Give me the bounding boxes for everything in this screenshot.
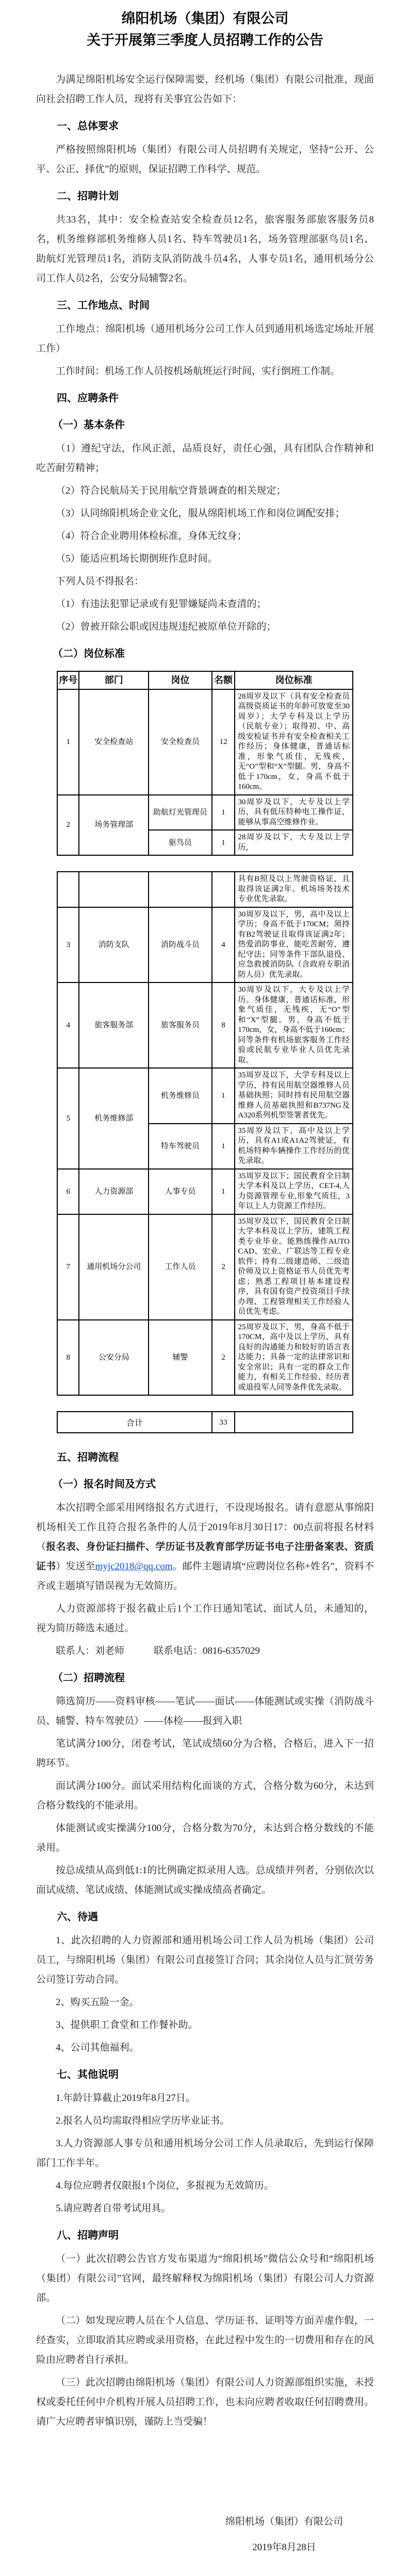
cell-standard: 30周岁及以下，男，高中及以上学历；身高不低于170CM；须持有B2驾驶证且取得该证满2年；热爱消防事业，能吃苦耐劳，遵纪守法；同等条件下部队退役、应急救援消防队（含政府专职消防人员）优先录取。 [235,907,353,983]
statement-item: （二）如发现应聘人员在个人信息、学历证书、证明等方面弄虚作假，一经查实，立即取消其应聘或录用资格，在此过程中发生的一切费用和存在的风险由应聘者自行承担。 [36,2315,374,2366]
cell-dept: 旅客服务部 [79,982,149,1068]
cell-standard: 30周岁及以下，大专及以上学历。身体健康，普通话标准，形象气质佳，无残疾，无“O”型和“X”型腿。男，身高不低于170cm，女，身高不低于160cm；同等条件有机场旅客服务工作经验或民航专业毕业人员优先录取。 [235,982,353,1068]
cell-post: 特车驾驶员 [149,1124,212,1169]
heading-section-4: 四、应聘条件 [57,392,119,404]
paragraph-work-time: 工作时间：机场工作人员按机场航班运行时间，实行倒班工作制。 [56,365,340,377]
cell-count: 1 [212,1068,235,1124]
signature-block [36,2509,343,2560]
cell-post-empty [149,872,212,907]
not-eligible-note: 下列人员不得报名： [56,575,144,587]
cell-no: 4 [57,982,79,1068]
table-total-row [57,1412,353,1433]
cell-standard: 25周岁及以下，男，身高不低于170CM，高中及以上学历，具有良好的沟通能力和较好的语言表达能力；具备一定的法律常识和安全常识；具有一定的群众工作能力，有相关工作经验、经历者或退役军人同等条件优先录取。 [235,1320,353,1396]
signature-company: 绵阳机场（集团）有限公司 [225,2516,343,2528]
cell-standard: 具有B照及以上驾驶资格证，且取得该证满2年。机场场务技术专业优先录取。 [235,872,353,907]
heading-section-1: 一、总体要求 [57,120,119,132]
cell-standard: 35周岁及以下，国民教育全日制大学本科及以上学历，建筑工程类专业毕业。能熟练操作AUTO CAD、宏业、广联达等工程专业软件；持有二级建造师、二级造价师及以上资格证书人员优先考虑；熟悉工程项目基本建设程序，具有国有资产投资项目手续办理、工程管理相关工作经验人员优先考虑。 [235,1214,353,1320]
cell-count: 4 [212,907,235,983]
cell-standard: 28周岁及以下，大专及以上学历， [235,830,353,855]
cell-post: 消防战斗员 [149,907,212,983]
paragraph-work-location: 工作地点：绵阳机场（通用机场分公司工作人员到通用机场选定场址开展工作） [36,323,374,354]
table-row [57,1068,353,1124]
other-note-item: 5.请应聘者自带考试用具。 [56,2203,171,2214]
doc-title [36,8,374,52]
cell-post: 工作人员 [149,1214,212,1320]
cell-no: 7 [57,1214,79,1320]
cell-total-standard-empty [235,1412,353,1433]
cell-no: 3 [57,907,79,983]
table-row [57,982,353,1068]
heading-apply-time-method: （一）报名时间及方式 [53,1479,156,1490]
intro-paragraph: 为满足绵阳机场安全运行保障需要，经机场（集团）有限公司批准，现面向社会招聘工作人员，现将有关事宜公告如下： [36,74,374,105]
cell-no: 1 [57,689,79,795]
benefit-item: 4、公司其他福利。 [56,2042,139,2054]
cell-no-empty [57,872,79,907]
signature-date: 2019年8月28日 [252,2541,316,2553]
cell-count: 1 [212,795,235,831]
cell-dept-empty [79,872,149,907]
cell-no: 2 [57,795,79,856]
post-standards-table-segment-1 [57,671,353,856]
heading-basic-conditions: （一）基本条件 [53,419,125,431]
apply-materials-bold: 报名表、身份证扫描件、学历证书及教育部学历证书电子注册备案表、资质证书 [36,1541,374,1572]
table-row [57,1214,353,1320]
col-header-no: 序号 [57,671,79,689]
cell-count: 2 [212,1320,235,1396]
col-header-post: 岗位 [149,671,212,689]
table-row [57,689,353,795]
cell-post: 机务维修员 [149,1068,212,1124]
cell-post: 人事专员 [149,1169,212,1214]
paragraph-interview: 面试满分100分。面试采用结构化面谈的方式，合格分数为60分，未达到合格分数线的不能录用。 [36,1781,374,1811]
table-row [57,795,353,831]
basic-condition-item: （1）遵纪守法，作风正派，品质良好，责任心强，具有团队合作精神和吃苦耐劳精神； [36,443,374,473]
paragraph-written-test: 笔试满分100分，闭卷考试，笔试成绩60分为合格，合格后，进入下一招聘环节。 [36,1738,374,1769]
cell-count: 2 [212,1214,235,1320]
statement-item: （三）此次招聘由绵阳机场（集团）有限公司人力资源部组织实施，未授权或委托任何中介机构开展人员招聘工作，也未向应聘者收取任何招聘费用。请广大应聘者审慎识别，谨防上当受骗！ [36,2377,374,2428]
table-row [57,907,353,983]
cell-post: 辅警 [149,1320,212,1396]
paragraph-process-flow: 筛选简历——资料审核——笔试——面试——体能测试或实操（消防战斗员、辅警、特车驾驶员）——体检——报到入职 [36,1696,374,1727]
cell-post: 旅客服务员 [149,982,212,1068]
cell-standard: 30周岁及以下，大专及以上学历，具有低压特种电工操作证，能够从事高空维修作业。 [235,795,353,831]
heading-section-5: 五、招聘流程 [57,1452,119,1464]
cell-post: 驱鸟员 [149,830,212,855]
benefit-item: 2、购买五险一金。 [56,1997,139,2008]
benefit-item: 3、提供职工食堂和工作餐补助。 [56,2020,198,2031]
cell-standard: 28周岁及以下（具有安全检查员高级资质证书的年龄可放宽至30周岁）；大学专科及以上学历（民航专业）；取得初、中、高级安检证书并有安全检查相关工作经历；身体健康，普通话标准，形象气质佳，无残疾，无“O”型和“X”型腿。男，身高不低于170cm，女，身高不低于160cm。 [235,689,353,795]
heading-section-3: 三、工作地点、时间 [57,299,150,311]
cell-post: 安全检查员 [149,689,212,795]
application-email-link[interactable]: myjc2018@qq.com [95,1561,173,1572]
not-eligible-item: （1）有违法犯罪记录或有犯罪嫌疑尚未查清的； [56,598,267,609]
basic-condition-item: （5）能适应机场长期倒班作息时间。 [56,553,218,564]
cell-count: 12 [212,689,235,795]
paragraph-physical-test: 体能测试或实操满分100分，合格分数为70分，未达到合格分数线的不能录用。 [36,1823,374,1854]
cell-total-count: 33 [212,1412,235,1433]
table-row-continuation [57,872,353,907]
cell-count: 1 [212,1124,235,1169]
col-header-standard: 岗位标准 [235,671,353,689]
cell-count: 1 [212,1169,235,1214]
cell-standard: 35周岁及以下，高中及以上学历，具有A1或A1A2驾驶证，有机场特种车辆操作工作经历的优先录取。 [235,1124,353,1169]
not-eligible-item: （2）曾被开除公职或因违规违纪被原单位开除的； [56,621,276,632]
cell-dept: 安全检查站 [79,689,149,795]
cell-post: 助航灯光管理员 [149,795,212,831]
apply-text-post: 。邮件主题请填“应聘岗位名称+姓名”，资料不齐或主题填写错误视为无效简历。 [36,1561,374,1592]
cell-standard: 35周岁及以下，大学专科及以上学历，持有民用航空器维修人员基础执照；同时持有民用航空器维修人员基础执照和B737NG及A320系列机型签署者优先。 [235,1068,353,1124]
cell-dept: 机务维修部 [79,1068,149,1169]
cell-dept: 人力资源部 [79,1169,149,1214]
basic-condition-item: （3）认同绵阳机场企业文化，服从绵阳机场工作和岗位调配安排； [56,507,345,519]
table-row [57,1169,353,1214]
cell-dept: 公安分局 [79,1320,149,1396]
paragraph-overall-requirement: 严格按照绵阳机场（集团）有限公司人员招聘有关规定，坚持“公开、公平、公正、择优”的原则，保证招聘工作科学、规范。 [36,144,374,175]
benefit-item: 1、此次招聘的人力资源部和通用机场公司工作人员为机场（集团）公司员工，与绵阳机场（集团）有限公司直接签订合同；其余岗位人员与汇贤劳务公司签订劳动合同。 [36,1935,374,1986]
heading-section-2: 二、招聘计划 [57,190,119,202]
apply-text-mid: ）发送至 [56,1561,95,1572]
cell-dept: 通用机场分公司 [79,1214,149,1320]
post-standards-table-segment-2 [57,871,353,1396]
heading-section-7: 七、其他说明 [57,2069,119,2081]
cell-count: 8 [212,982,235,1068]
apply-text-pre: 本次招聘全部采用网络报名方式进行，不设现场报名。请有意愿从事绵阳机场相关工作且符合报名条件的人员于2019年8月30日17：00点前将报名材料（ [36,1502,374,1553]
col-header-count: 名额 [212,671,235,689]
paragraph-apply-method [36,1498,374,1596]
heading-section-8: 八、招聘声明 [57,2230,119,2242]
paragraph-notify: 人力资源部将于报名截止后1个工作日通知笔试、面试人员，未通知的，视为简历筛选未通过。 [36,1603,374,1634]
doc-title-line2: 关于开展第三季度人员招聘工作的公告 [87,32,323,48]
cell-total-label: 合计 [57,1412,212,1433]
contact-line [36,1641,374,1661]
statement-item: （一）此次招聘公告官方发布渠道为“绵阳机场”微信公众号和“绵阳机场（集团）有限公司”官网，最终解释权为绵阳机场（集团）有限公司人力资源部。 [36,2253,374,2304]
heading-recruit-process: （二）招聘流程 [53,1672,125,1684]
cell-standard: 35周岁及以下；国民教育全日制大学本科及以上学历，CET-4,人力资源管理专业,形象气质佳，3年以上人力资源工作经历。 [235,1169,353,1214]
other-note-item: 4.每位应聘者仅限报1个岗位，多报视为无效简历。 [56,2180,274,2192]
table-row [57,1320,353,1396]
basic-condition-item: （2）符合民航局关于民用航空背景调查的相关规定； [56,485,286,496]
contact-phone: 联系电话：0816-6357029 [154,1646,260,1657]
heading-section-6: 六、待遇 [57,1911,98,1923]
basic-condition-item: （4）符合企业聘用体检标准，身体无纹身； [56,530,247,541]
other-note-item: 2.报名人员均需取得相应学历毕业证书。 [56,2115,230,2127]
other-note-item: 1.年龄计算截止2019年8月27日。 [56,2093,195,2104]
paragraph-final-selection: 按总成绩从高到低1:1的比例确定拟录用人选。总成绩并列者，分别依次以面试成绩、笔试成绩、体能测试或实操成绩高者确定。 [36,1865,374,1896]
contact-person: 联系人：刘老师 [56,1646,125,1657]
paragraph-recruit-plan: 共33名，其中：安全检查站安全检查员12名，旅客服务部旅客服务员8名，机务维修部机务维修人员1名、特车驾驶员1名，场务管理部驱鸟员1名、助航灯光管理员1名，消防支队消防战斗员4名，人事专员1名，通用机场分公司工作人员2名，公安分局辅警2名。 [36,214,374,284]
other-note-item: 3.人力资源部人事专员和通用机场分公司工作人员录取后，先到运行保障部门工作半年。 [36,2138,374,2169]
cell-count: 1 [212,830,235,855]
cell-dept: 场务管理部 [79,795,149,856]
col-header-dept: 部门 [79,671,149,689]
cell-no: 6 [57,1169,79,1214]
table-header-row [57,671,353,689]
cell-no: 5 [57,1068,79,1169]
post-standards-table-total [57,1411,353,1433]
cell-no: 8 [57,1320,79,1396]
doc-title-line1: 绵阳机场（集团）有限公司 [121,11,289,26]
cell-dept: 消防支队 [79,907,149,983]
cell-count-empty [212,872,235,907]
heading-post-standards: （二）岗位标准 [53,648,125,659]
